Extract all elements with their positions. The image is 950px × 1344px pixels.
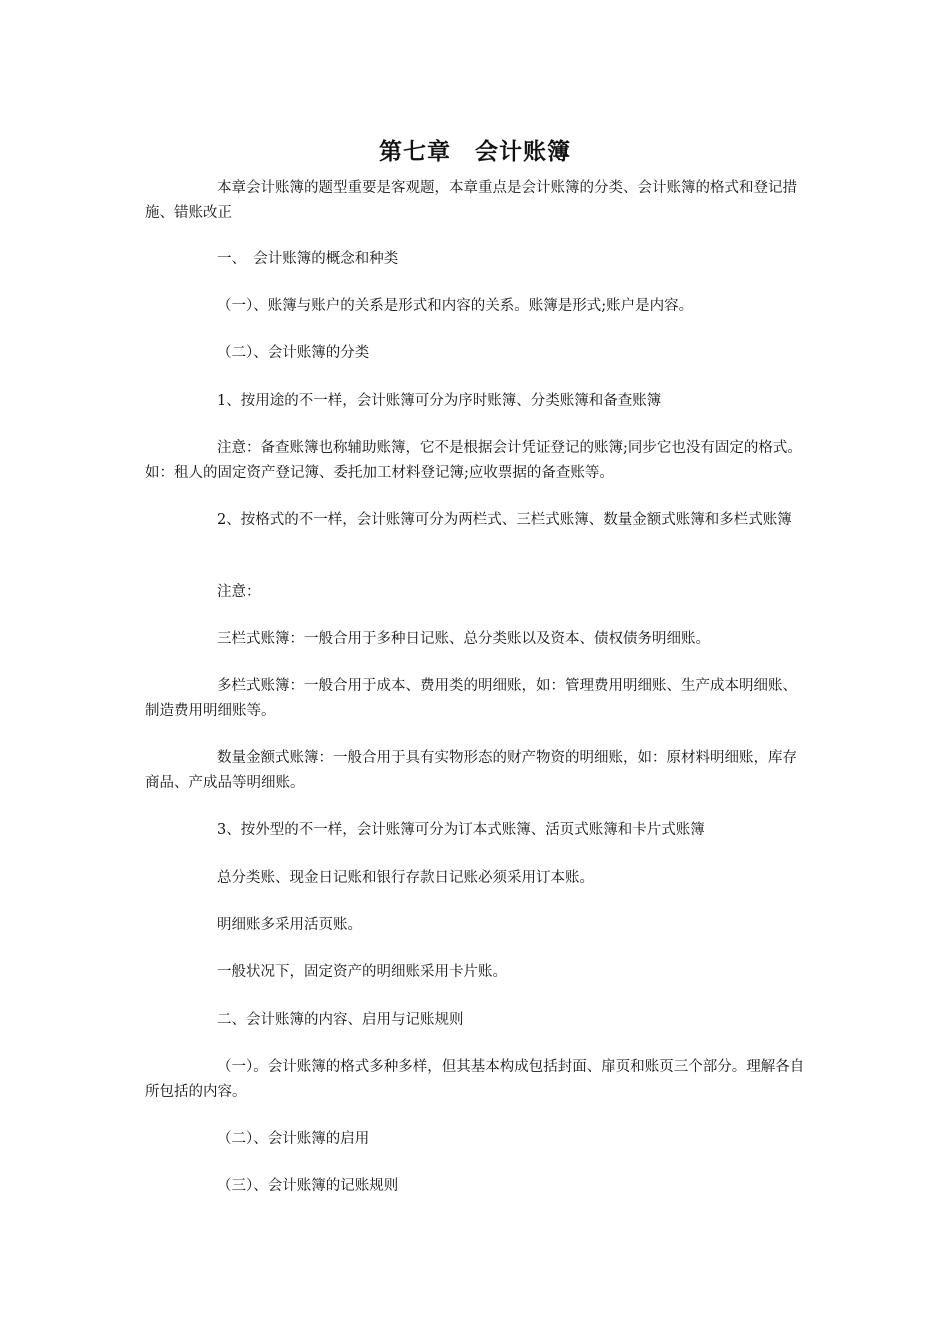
section-heading-1: 一、 会计账簿的概念和种类 (217, 251, 399, 267)
section-heading-2: 二、会计账簿的内容、启用与记账规则 (217, 1012, 464, 1028)
paragraph-bound-books: 总分类账、现金日记账和银行存款日记账必须采用订本账。 (217, 870, 594, 886)
paragraph-note-backup: 注意：备查账簿也称辅助账簿，它不是根据会计凭证登记的账簿;同步它也没有固定的格式。如：租人的固定资产登记簿、委托加工材料登记簿;应收票据的备查账等。 (145, 440, 802, 481)
paragraph-appearance: 3、按外型的不一样，会计账簿可分为订本式账簿、活页式账簿和卡片式账簿 (217, 822, 705, 838)
paragraph-2-2: （二）、会计账簿的启用 (217, 1131, 370, 1147)
paragraph-card-ledger: 一般状况下，固定资产的明细账采用卡片账。 (217, 964, 507, 980)
paragraph-quantity-amount: 数量金额式账簿：一般合用于具有实物形态的财产物资的明细账，如：原材料明细账，库存商品、产成品等明细账。 (145, 750, 797, 791)
paragraph-format: 2、按格式的不一样，会计账簿可分为两栏式、三栏式账簿、数量金额式账簿和多栏式账簿 (217, 512, 792, 528)
intro-paragraph: 本章会计账簿的题型重要是客观题，本章重点是会计账簿的分类、会计账簿的格式和登记措施、错账改正 (145, 180, 797, 221)
paragraph-1-1: （一）、账簿与账户的关系是形式和内容的关系。账簿是形式;账户是内容。 (217, 298, 694, 314)
paragraph-usage: 1、按用途的不一样，会计账簿可分为序时账簿、分类账簿和备查账簿 (217, 393, 662, 409)
paragraph-note-label: 注意： (217, 584, 261, 600)
chapter-title: 第七章 会计账簿 (379, 139, 571, 165)
paragraph-multi-column: 多栏式账簿：一般合用于成本、费用类的明细账，如：管理费用明细账、生产成本明细账、制造费用明细账等。 (145, 678, 797, 719)
paragraph-1-2: （二）、会计账簿的分类 (217, 345, 370, 361)
paragraph-2-3: （三）、会计账簿的记账规则 (217, 1178, 399, 1194)
paragraph-three-column: 三栏式账簿：一般合用于多种日记账、总分类账以及资本、债权债务明细账。 (217, 631, 710, 647)
paragraph-2-1: （一）。会计账簿的格式多种多样，但其基本构成包括封面、扉页和账页三个部分。理解各自所包括的内容。 (145, 1059, 805, 1100)
paragraph-loose-leaf: 明细账多采用活页账。 (217, 917, 362, 933)
